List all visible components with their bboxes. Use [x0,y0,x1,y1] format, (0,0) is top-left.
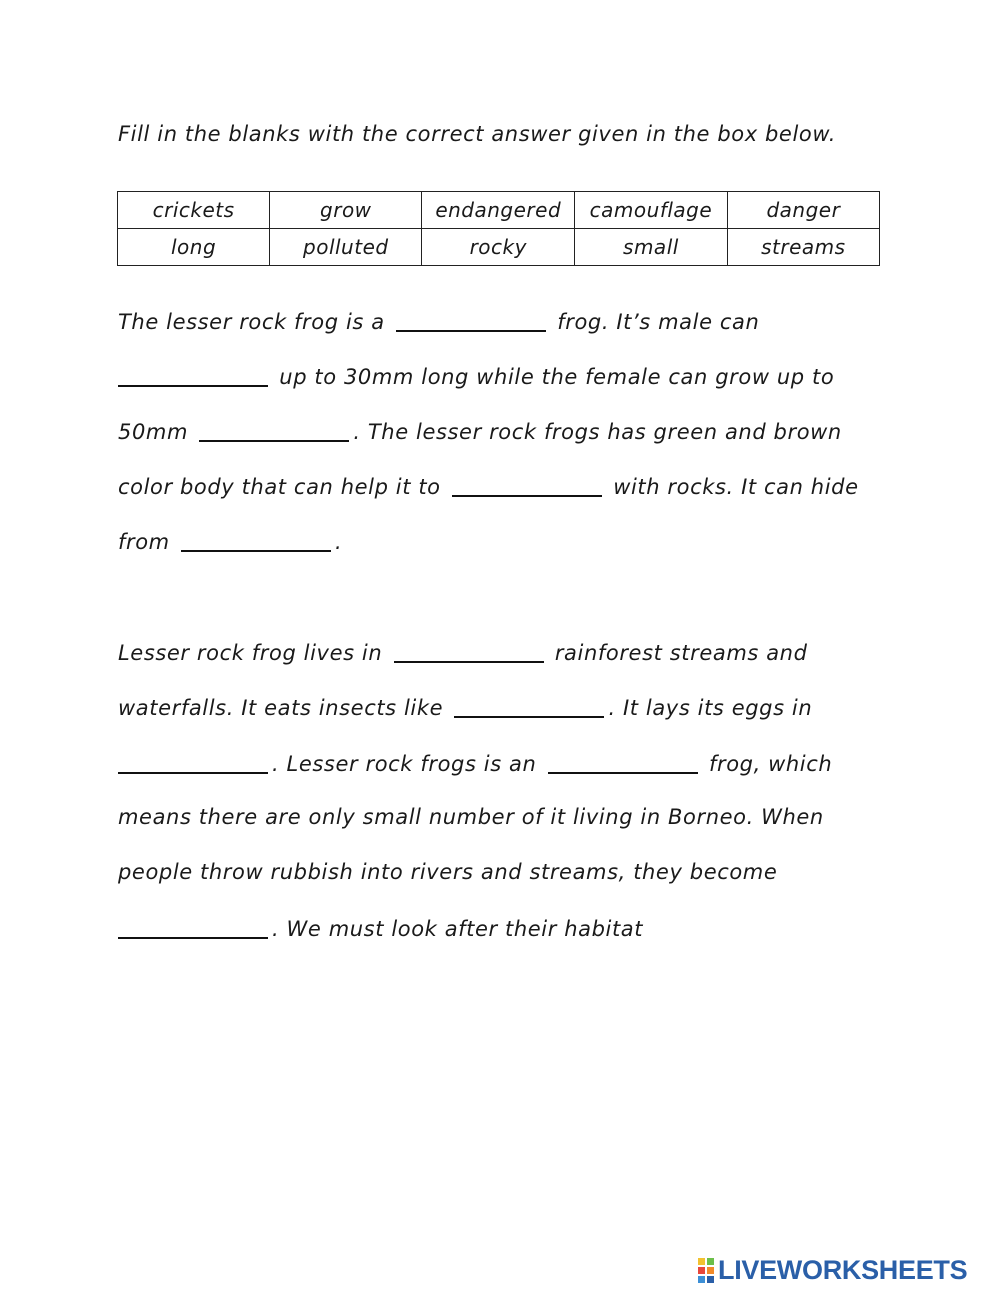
text-segment: people throw rubbish into rivers and streams, they become [118,860,778,884]
text-line [118,363,834,393]
text-line [118,915,643,945]
answer-blank[interactable] [548,750,698,774]
answer-blank[interactable] [454,694,604,718]
word-cell: endangered [422,192,575,229]
word-cell: rocky [422,229,575,266]
word-cell: camouflage [575,192,728,229]
word-box [117,191,880,266]
text-segment: . We must look after their habitat [272,917,644,941]
word-cell: grow [270,192,422,229]
answer-blank[interactable] [199,418,349,442]
text-line [118,750,832,780]
answer-blank[interactable] [394,639,544,663]
word-box-row [118,229,880,266]
text-segment: The lesser rock frog is a [118,310,385,334]
answer-blank[interactable] [396,308,546,332]
logo-blocks-icon [698,1258,714,1283]
text-line [118,418,842,448]
text-segment: . It lays its eggs in [608,696,813,720]
answer-blank[interactable] [118,363,268,387]
brand-text: LIVEWORKSHEETS [718,1254,968,1285]
word-cell: small [575,229,728,266]
word-cell: long [118,229,270,266]
liveworksheets-logo [698,1255,967,1285]
text-segment: frog, which [708,752,833,776]
answer-blank[interactable] [118,915,268,939]
answer-blank[interactable] [452,473,602,497]
answer-blank[interactable] [118,750,268,774]
text-segment: Lesser rock frog lives in [118,641,383,665]
text-segment: 50mm [118,420,189,444]
word-cell: polluted [270,229,422,266]
text-segment: color body that can help it to [118,475,441,499]
text-segment: rainforest streams and [554,641,808,665]
text-line [118,805,824,835]
text-segment: from [118,530,170,554]
text-line [118,694,812,724]
text-line [118,308,759,338]
text-line [118,639,808,669]
text-line [118,860,777,890]
text-segment: . Lesser rock frogs is an [272,752,537,776]
word-cell: danger [727,192,879,229]
text-segment: means there are only small number of it living in Borneo. When [118,805,824,829]
word-cell: crickets [118,192,270,229]
answer-blank[interactable] [181,528,331,552]
text-segment: . [335,530,343,554]
instruction-text: Fill in the blanks with the correct answer given in the box below. [118,122,837,146]
text-line [118,528,342,558]
text-segment: . The lesser rock frogs has green and brown [353,420,842,444]
text-segment: frog. It’s male can [557,310,760,334]
word-cell: streams [727,229,879,266]
text-segment: waterfalls. It eats insects like [118,696,444,720]
word-box-row [118,192,880,229]
text-line [118,473,859,503]
text-segment: up to 30mm long while the female can grow up to [279,365,835,389]
text-segment: with rocks. It can hide [613,475,859,499]
